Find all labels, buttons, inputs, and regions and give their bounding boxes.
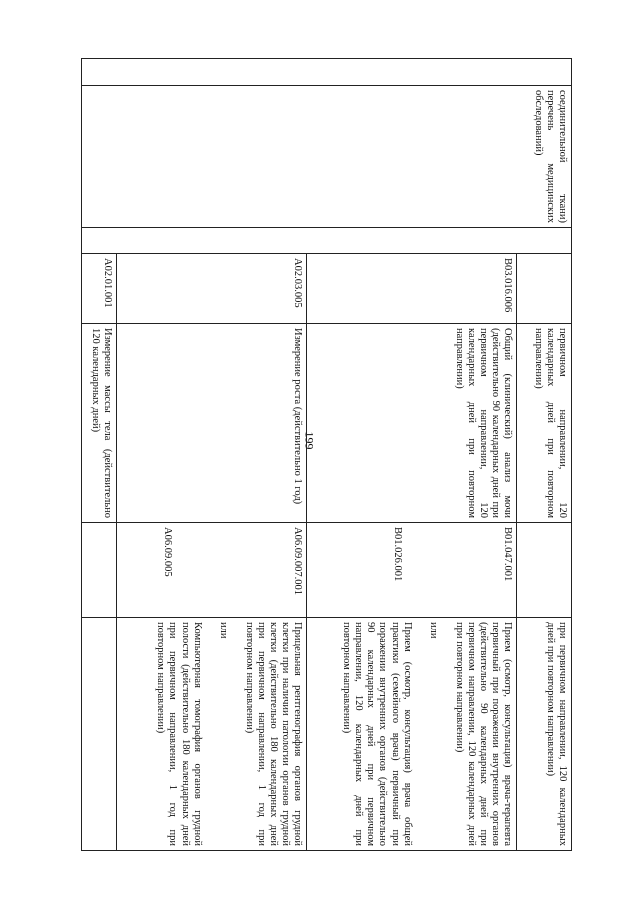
service-cell [307,324,517,523]
section-label: соединительной ткани) перечень медицинских обследований) [532,90,568,223]
or-text: или [217,622,229,639]
blank-cell [82,59,572,86]
service-text: Измерение роста (действительно 1 год) [292,328,303,505]
spec-code: A06.09.007.001 [292,527,303,595]
blank-cell [82,228,572,254]
service-text: первичном направлении, 120 календарных дней при повторном направлении) [532,328,568,518]
service-cell [117,324,307,523]
spec-code-cell [307,523,517,618]
code-cell [117,254,307,324]
spec-code: B01.047.001 [502,527,513,582]
code-cell [517,254,572,324]
service-code: A02.01.001 [102,258,113,308]
specialist-cell [117,618,307,851]
specialist-text: Компьютерная томография органов грудной полости (действительно 180 календарных дней при первичном направлении, 1 год при повторном направлении) [155,622,203,846]
service-text: Общий (клинический) анализ мочи (действительно 90 календарных дней при первичном направлении, 120 календарных дней при повторном направлении) [453,328,513,518]
specialist-text: Прием (осмотр, консультация) врача общей практики (семейного врача) первичный при поражении внутренних органов (действительно 90 календарных дней при первичном направлении, 120 календарных дней при повторном направлении) [341,622,413,846]
page-number: 199 [302,431,317,450]
service-cell [82,324,117,523]
rotated-table-container [82,58,572,850]
spec-code: A06.09.005 [161,527,173,577]
specialist-cell [517,618,572,851]
table-row [517,59,572,851]
specialist-text: при первичном направлении, 120 календарных дней при повторном направлении) [544,622,568,846]
spec-code-cell [117,523,307,618]
specialist-cell [82,618,117,851]
spec-code-cell [82,523,117,618]
spec-code-cell [517,523,572,618]
code-cell [307,254,517,324]
medical-examinations-table [81,58,572,851]
specialist-text: Прием (осмотр, консультация) врача-терапевта первичный при поражении внутренних органов (действительно 90 календарных дней при первичном направлении, 120 календарных дней при повторном направлении) [453,622,513,846]
service-code: A02.03.005 [292,258,303,308]
service-cell [517,324,572,523]
spec-code: B01.026.001 [391,527,403,582]
service-code: B03.016.006 [502,258,513,313]
specialist-cell [307,618,517,851]
section-label-cell [82,86,572,228]
code-cell [82,254,117,324]
specialist-text: Прицельная рентгенография органов грудной клетки при наличии патологии органов грудной клетки (действительно 180 календарных дней при первичном направлении, 1 год при повторном направлении) [243,622,303,846]
service-text: Измерение массы тела (действительно 120 календарных дней) [89,328,113,518]
or-text: или [427,622,439,639]
